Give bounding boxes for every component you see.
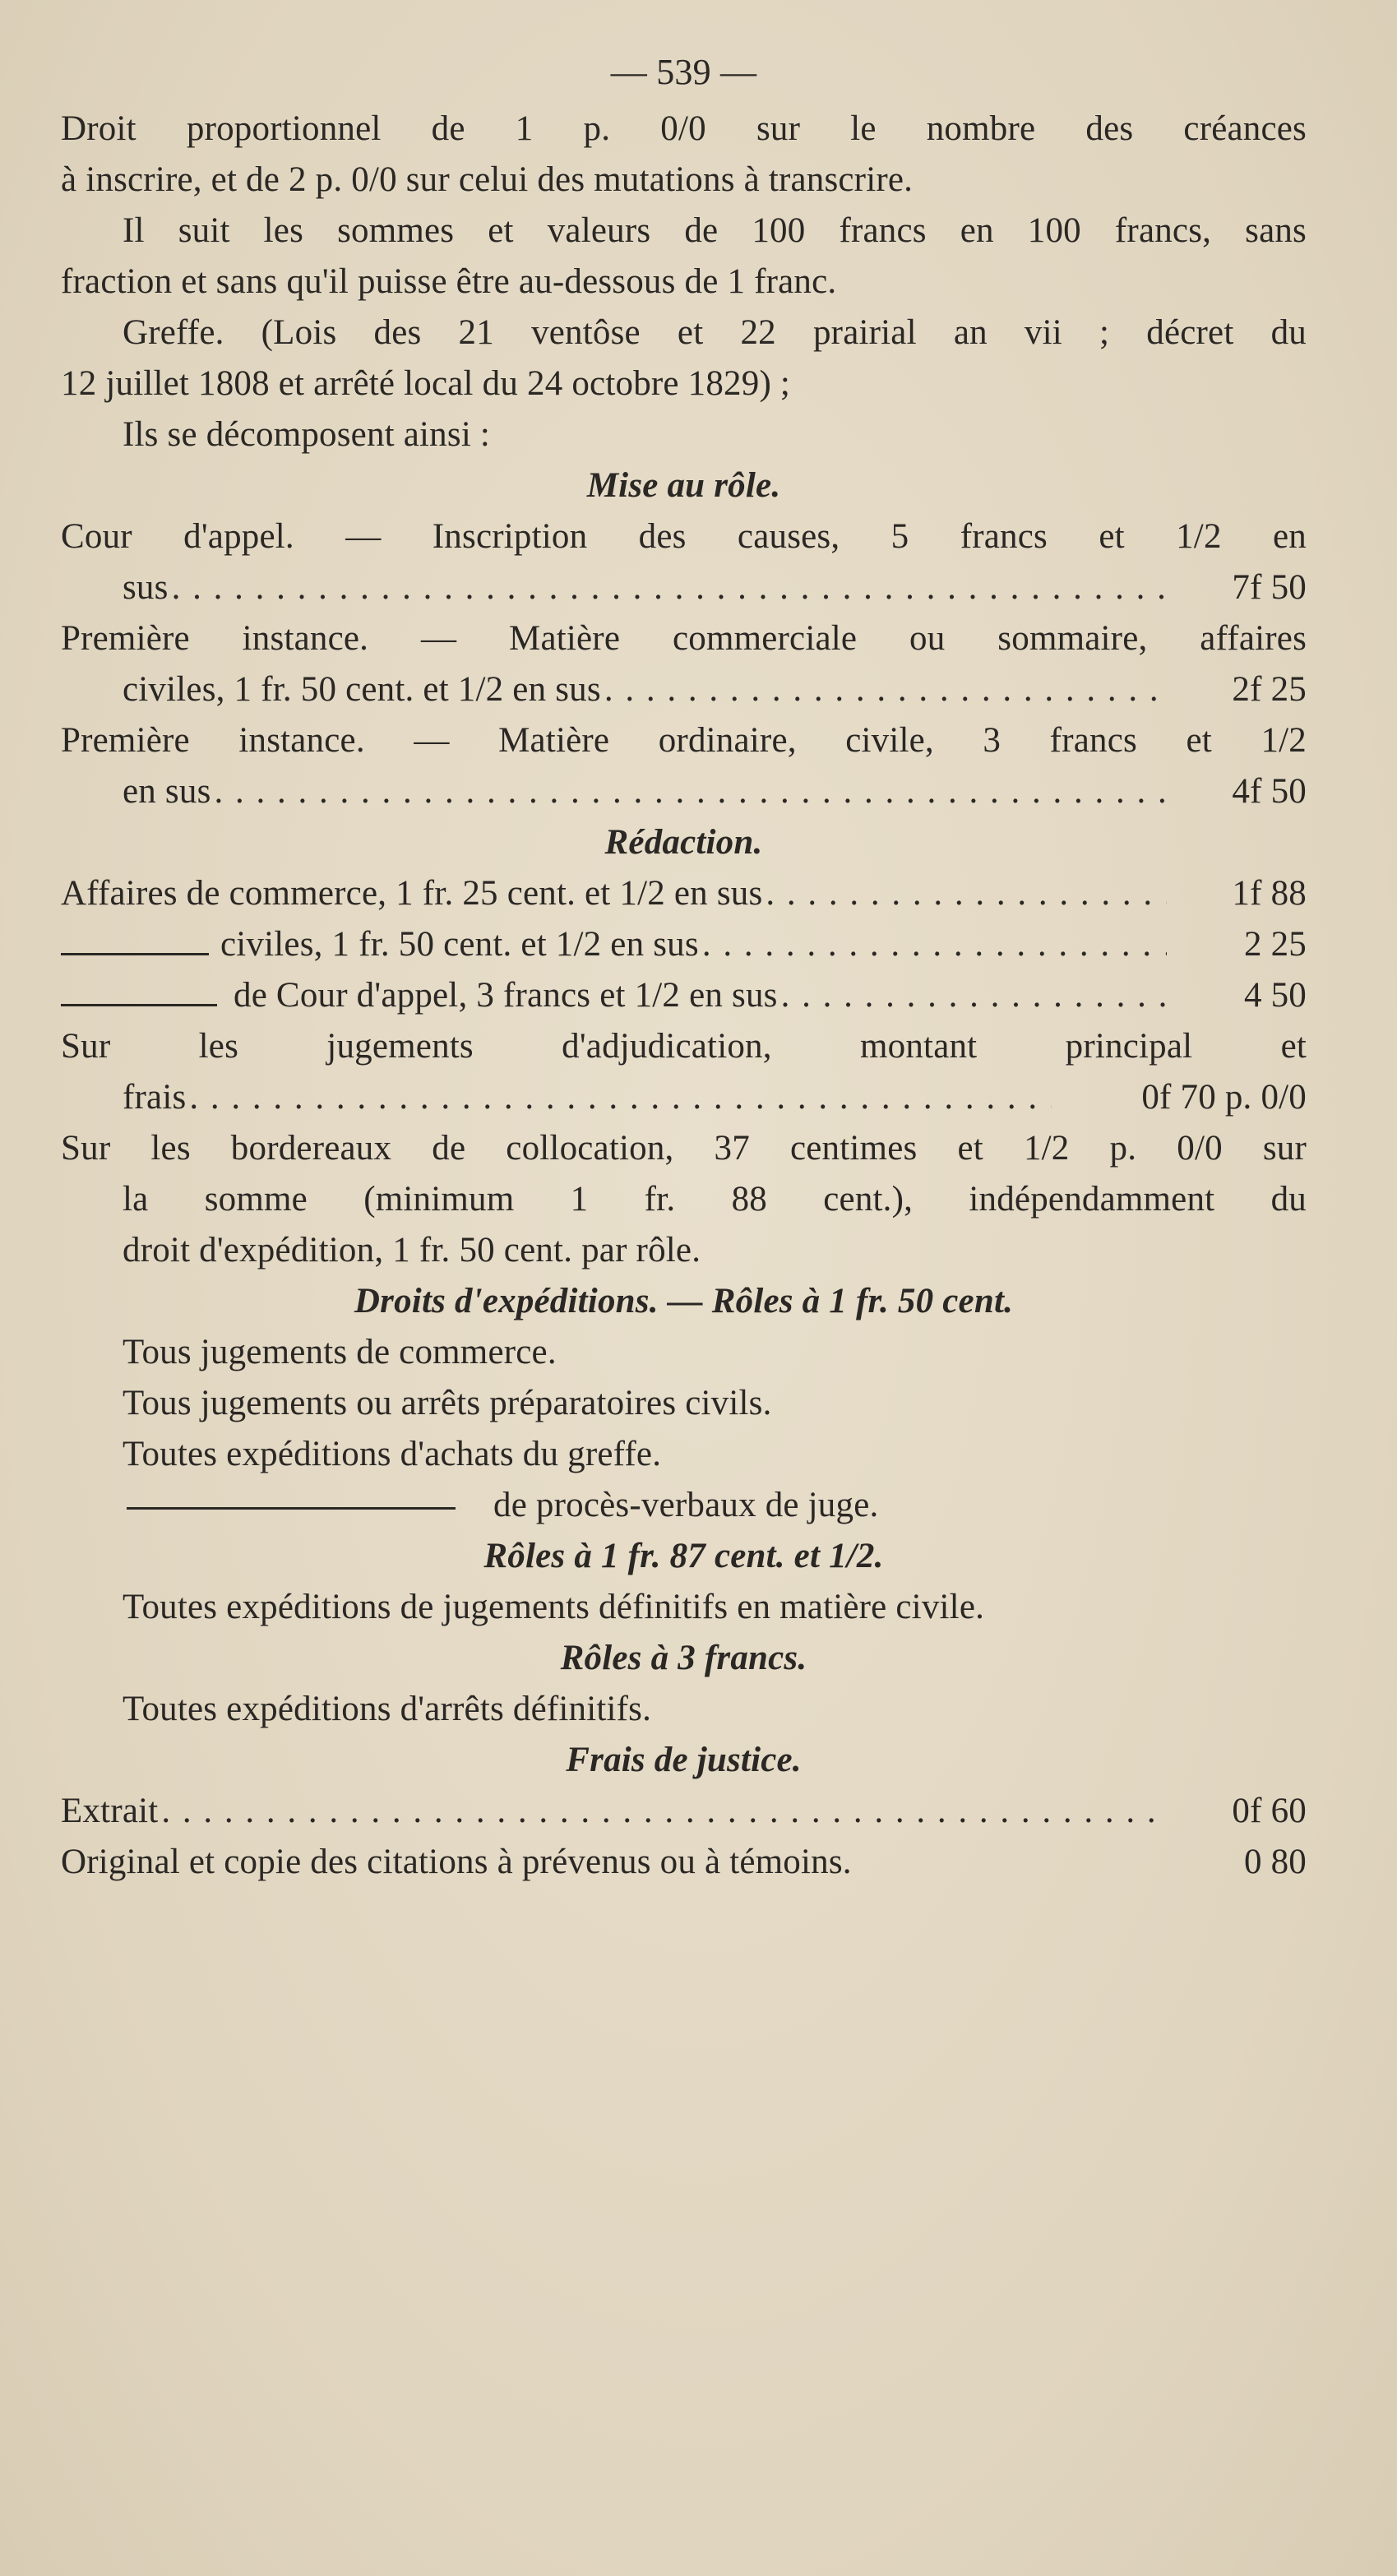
ditto-dash <box>61 1004 217 1006</box>
intro-line: à inscrire, et de 2 p. 0/0 sur celui des mutations à transcrire. <box>61 160 914 199</box>
intro-line: Il suit les sommes et valeurs de 100 francs en 100 francs, sans <box>123 211 1307 250</box>
ditto-dash <box>127 1507 456 1510</box>
dot-leader <box>702 919 1167 970</box>
tariff-text: de Cour d'appel, 3 francs et 1/2 en sus <box>234 976 778 1015</box>
tariff-amount: 0f 60 <box>1232 1792 1307 1830</box>
dot-leader <box>172 562 1167 613</box>
tariff-text: Original et copie des citations à prévenus ou à témoins. <box>61 1843 852 1881</box>
intro-line: Greffe. (Lois des 21 ventôse et 22 prairial an vii ; décret du <box>123 313 1307 352</box>
tariff-line <box>61 919 1307 970</box>
list-item: Toutes expéditions de jugements définitifs en matière civile. <box>123 1588 985 1626</box>
section-title-redaction: Rédaction. <box>604 823 763 862</box>
section-title-mise-au-role: Mise au rôle. <box>586 466 781 505</box>
dot-leader <box>189 1072 1052 1123</box>
tariff-text: en sus <box>123 772 211 811</box>
dot-leader <box>161 1786 1167 1837</box>
dot-leader <box>781 970 1167 1021</box>
tariff-line: Première instance. — Matière commerciale ou sommaire, affaires <box>61 619 1307 658</box>
tariff-line <box>61 1072 1307 1123</box>
tariff-line <box>61 868 1307 919</box>
tariff-text: Affaires de commerce, 1 fr. 25 cent. et 1/2 en sus <box>61 874 763 913</box>
tariff-amount: 7f 50 <box>1232 568 1307 607</box>
section-title-frais-justice: Frais de justice. <box>566 1741 802 1779</box>
page-number: — 539 — <box>610 52 757 92</box>
tariff-line: Sur les jugements d'adjudication, montant principal et <box>61 1027 1307 1066</box>
list-item-text: de procès-verbaux de juge. <box>493 1486 879 1524</box>
list-item: Toutes expéditions d'arrêts définitifs. <box>123 1690 652 1728</box>
dot-leader <box>766 868 1167 919</box>
intro-line: Ils se décomposent ainsi : <box>123 415 491 454</box>
tariff-line: Cour d'appel. — Inscription des causes, 5 francs et 1/2 en <box>61 517 1307 556</box>
tariff-text: Extrait <box>61 1792 159 1830</box>
list-item: Tous jugements de commerce. <box>123 1333 557 1371</box>
bordereaux-line: droit d'expédition, 1 fr. 50 cent. par rôle. <box>123 1231 701 1270</box>
dot-leader <box>215 766 1167 817</box>
text-column <box>61 41 1307 1888</box>
intro-line: 12 juillet 1808 et arrêté local du 24 octobre 1829) ; <box>61 364 791 403</box>
section-title-roles-187: Rôles à 1 fr. 87 cent. et 1/2. <box>483 1537 884 1575</box>
list-item: Tous jugements ou arrêts préparatoires civils. <box>123 1384 772 1422</box>
tariff-amount: 2 25 <box>1243 925 1307 964</box>
intro-line: Droit proportionnel de 1 p. 0/0 sur le nombre des créances <box>61 109 1307 148</box>
ditto-dash <box>61 953 209 955</box>
dot-leader <box>604 664 1167 715</box>
tariff-line: Première instance. — Matière ordinaire, civile, 3 francs et 1/2 <box>61 721 1307 760</box>
tariff-amount: 4f 50 <box>1232 772 1307 811</box>
list-item <box>61 1480 1307 1531</box>
bordereaux-line: Sur les bordereaux de collocation, 37 centimes et 1/2 p. 0/0 sur <box>61 1129 1307 1168</box>
intro-line: fraction et sans qu'il puisse être au-dessous de 1 franc. <box>61 262 837 301</box>
tariff-amount: 0f 70 p. 0/0 <box>1141 1078 1307 1117</box>
section-title-droits-expeditions: Droits d'expéditions. — Rôles à 1 fr. 50 cent. <box>354 1282 1014 1320</box>
tariff-amount: 4 50 <box>1243 976 1307 1015</box>
tariff-line <box>61 1786 1307 1837</box>
tariff-line <box>61 664 1307 715</box>
tariff-amount: 2f 25 <box>1232 670 1307 709</box>
tariff-line <box>61 562 1307 613</box>
tariff-text: civiles, 1 fr. 50 cent. et 1/2 en sus <box>220 925 699 964</box>
section-title-roles-3: Rôles à 3 francs. <box>560 1639 807 1677</box>
tariff-line <box>61 766 1307 817</box>
tariff-amount: 0 80 <box>1243 1843 1307 1881</box>
tariff-text: frais <box>123 1078 187 1117</box>
list-item: Toutes expéditions d'achats du greffe. <box>123 1435 662 1473</box>
tariff-text: civiles, 1 fr. 50 cent. et 1/2 en sus <box>123 670 601 709</box>
tariff-line <box>61 970 1307 1021</box>
tariff-text: sus <box>123 568 169 607</box>
bordereaux-line: la somme (minimum 1 fr. 88 cent.), indépendamment du <box>123 1180 1307 1219</box>
tariff-amount: 1f 88 <box>1232 874 1307 913</box>
tariff-line <box>61 1837 1307 1888</box>
